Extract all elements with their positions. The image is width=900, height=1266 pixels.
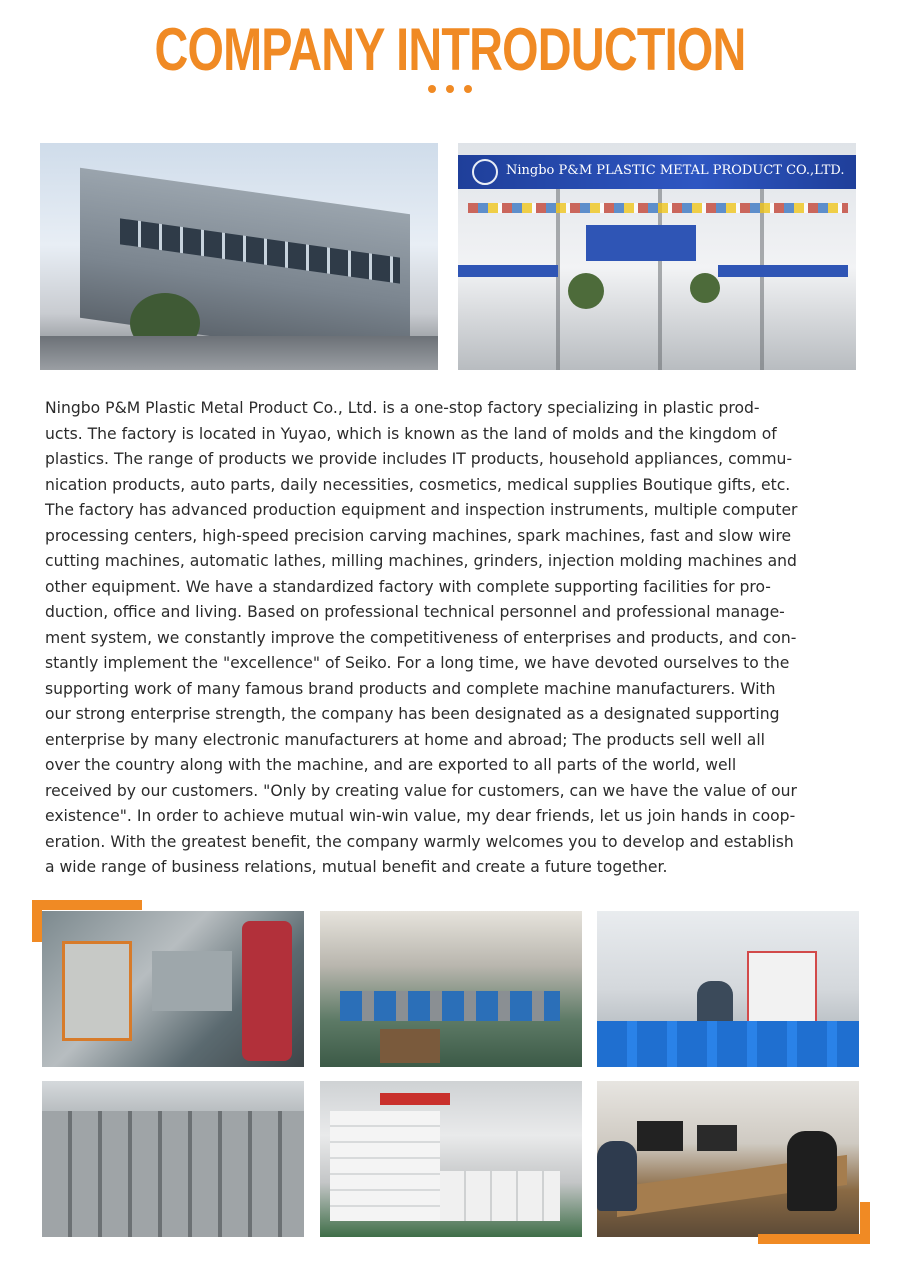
page-title: COMPANY INTRODUCTION [154, 16, 746, 83]
monitor-icon [637, 1121, 683, 1151]
material-sacks [440, 1171, 560, 1221]
machine-shape [242, 921, 292, 1061]
material-warehouse-photo [320, 1081, 582, 1237]
injection-molding-photo [597, 911, 859, 1067]
mold-stacks [42, 1111, 304, 1237]
dot-icon [428, 85, 436, 93]
plant-icon [690, 273, 720, 303]
company-logo-icon [472, 159, 498, 185]
intro-line: other equipment. We have a standardized factory with complete supporting facilities for pro- [45, 577, 771, 596]
intro-line: a wide range of business relations, mutual benefit and create a future together. [45, 858, 668, 876]
ground-shape [40, 336, 438, 370]
mold-storage-photo [42, 1081, 304, 1237]
intro-line: enterprise by many electronic manufacturers at home and abroad; The products sell well all [45, 730, 766, 749]
intro-line: stantly implement the "excellence" of Seiko. For a long time, we have devoted ourselves to the [45, 654, 790, 672]
workbench-row [340, 991, 560, 1021]
intro-line: nication products, auto parts, daily necessities, cosmetics, medical supplies Boutique gifts, etc. [45, 475, 791, 494]
intro-line: ucts. The factory is located in Yuyao, which is known as the land of molds and the kingdom of [45, 424, 777, 443]
intro-line: processing centers, high-speed precision carving machines, spark machines, fast and slow wire [45, 526, 792, 545]
machine-shape [62, 941, 132, 1041]
intro-line: eration. With the greatest benefit, the company warmly welcomes you to develop and establish [45, 832, 794, 851]
company-banner-text: Ningbo P&M PLASTIC METAL PRODUCT CO.,LTD. [506, 163, 845, 178]
intro-line: received by our customers. "Only by creating value for customers, can we have the value of our [45, 781, 797, 800]
glass-door-frame [458, 189, 856, 370]
intro-line: cutting machines, automatic lathes, milling machines, grinders, injection molding machines and [45, 552, 797, 570]
gallery-corner-accent-bottom-right [758, 1202, 870, 1244]
intro-line: our strong enterprise strength, the company has been designated as a designated supporting [45, 705, 780, 723]
worker-figure [597, 1141, 637, 1211]
reception-sign [586, 225, 696, 261]
factory-exterior-photo [40, 143, 438, 370]
plant-icon [568, 273, 604, 309]
material-sacks [330, 1111, 440, 1221]
wall-sign-left [458, 265, 558, 277]
flags-row [468, 203, 848, 213]
worker-figure [787, 1131, 837, 1211]
company-introduction-text [45, 396, 865, 881]
assembly-workshop-photo [320, 911, 582, 1067]
intro-line: duction, office and living. Based on professional technical personnel and professional manage- [45, 603, 785, 621]
dot-icon [464, 85, 472, 93]
blue-crates [597, 1021, 859, 1067]
reception-photo [458, 143, 856, 370]
intro-line: The factory has advanced production equipment and inspection instruments, multiple computer [45, 501, 798, 519]
monitor-icon [697, 1125, 737, 1151]
intro-line: existence". In order to achieve mutual win-win value, my dear friends, let us join hands in coop- [45, 807, 796, 825]
dot-icon [446, 85, 454, 93]
wall-sign-right [718, 265, 848, 277]
cnc-machines-photo [42, 911, 304, 1067]
intro-line: Ningbo P&M Plastic Metal Product Co., Ltd. is a one-stop factory specializing in plastic prod- [45, 399, 760, 417]
intro-line: supporting work of many famous brand products and complete machine manufacturers. With [45, 679, 776, 698]
machine-shape [152, 951, 232, 1011]
intro-line: plastics. The range of products we provide includes IT products, household appliances, commu- [45, 450, 793, 468]
title-dots-divider [0, 85, 900, 93]
molding-machine [747, 951, 817, 1031]
intro-line: over the country along with the machine, and are exported to all parts of the world, well [45, 756, 737, 774]
intro-line: ment system, we constantly improve the competitiveness of enterprises and products, and con- [45, 628, 797, 647]
warehouse-banner [380, 1093, 450, 1105]
carton-box [380, 1029, 440, 1063]
